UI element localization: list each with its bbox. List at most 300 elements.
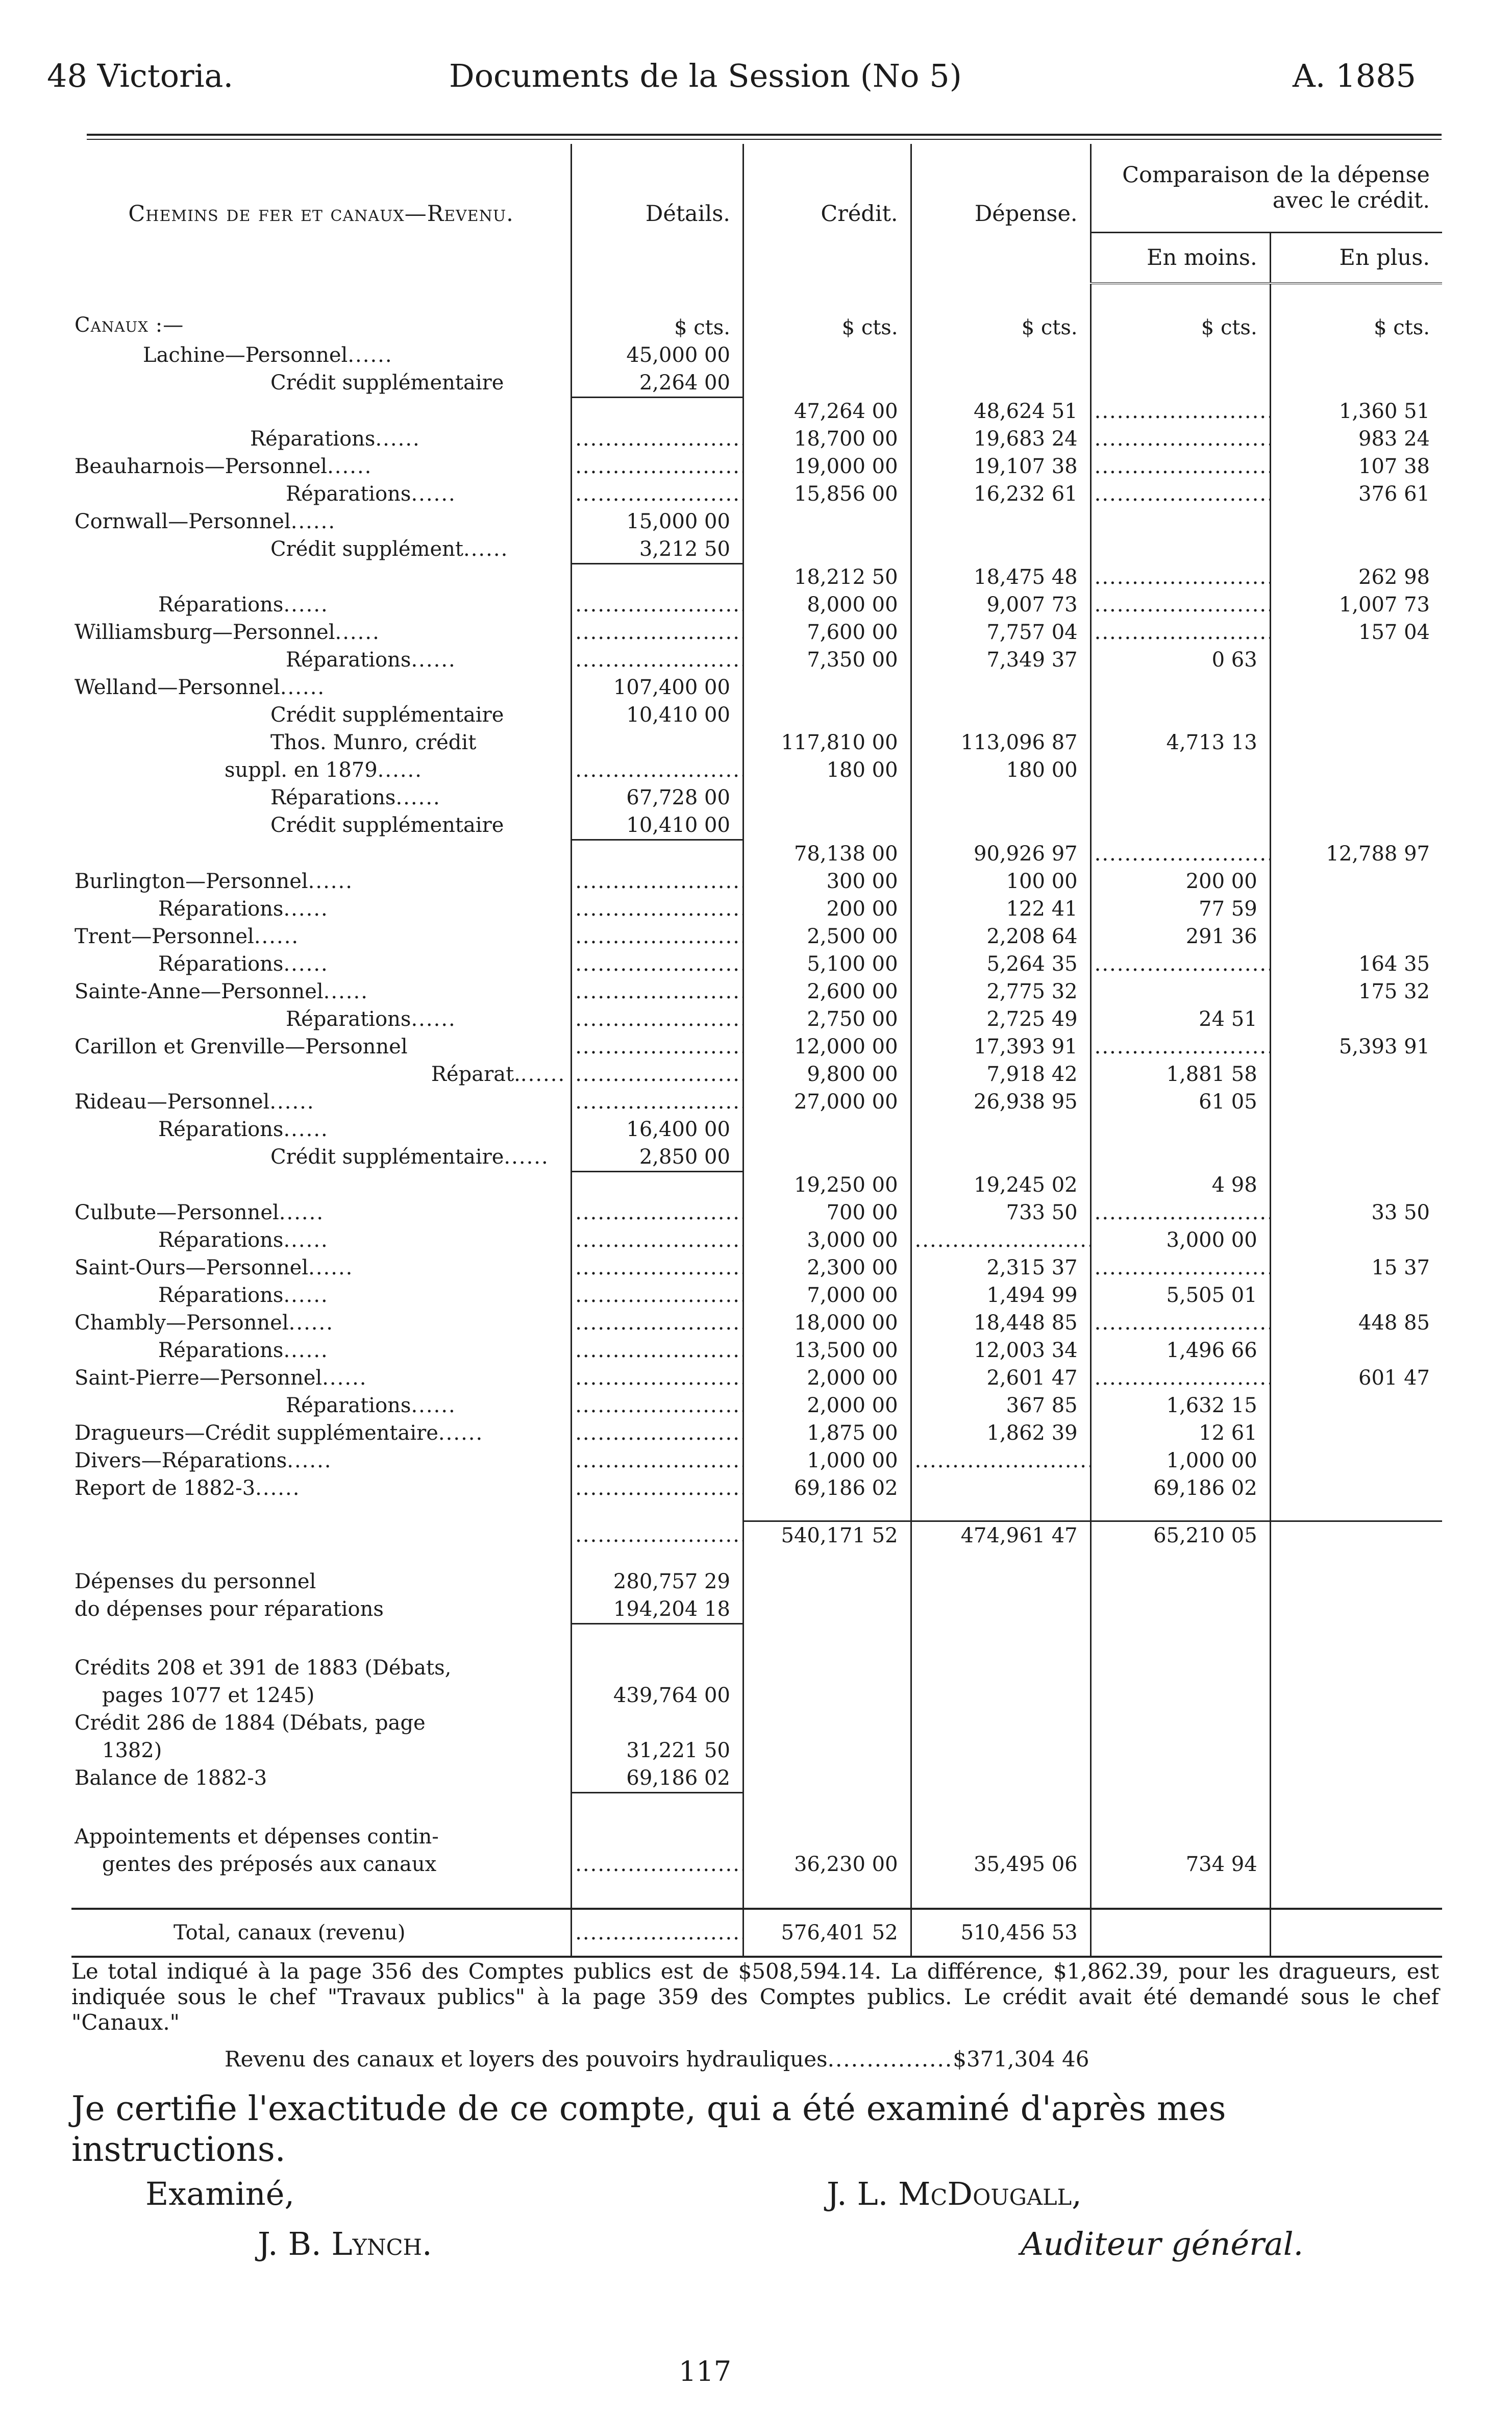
summary-reparations-label: do dépenses pour réparations	[75, 1597, 384, 1621]
row-plus: 376 61	[1270, 480, 1442, 508]
table-row	[71, 756, 1442, 784]
table-row	[71, 619, 1442, 646]
table-row	[71, 784, 1442, 811]
row-details	[572, 563, 743, 591]
row-details: 3,212 50	[572, 535, 743, 564]
table-body	[71, 341, 1442, 1502]
table-row	[71, 535, 1442, 564]
row-moins	[1090, 341, 1270, 369]
row-moins	[1090, 453, 1270, 480]
row-plus: 107 38	[1270, 453, 1442, 480]
leader-dots: ......	[463, 537, 509, 561]
row-moins: 1,632 15	[1090, 1392, 1270, 1419]
row-credit: 78,138 00	[743, 840, 911, 868]
row-depense: 1,862 39	[911, 1419, 1090, 1447]
row-plus	[1270, 923, 1442, 950]
table-row	[71, 923, 1442, 950]
row-plus	[1270, 674, 1442, 701]
row-credit: 18,700 00	[743, 425, 911, 453]
row-details	[572, 1033, 743, 1061]
row-depense: 2,725 49	[911, 1005, 1090, 1033]
row-details: 10,410 00	[572, 811, 743, 840]
row-moins: 200 00	[1090, 868, 1270, 895]
row-depense: 2,208 64	[911, 923, 1090, 950]
row-credit: 2,300 00	[743, 1254, 911, 1282]
header-rule-top	[87, 134, 1442, 136]
row-moins	[1090, 1254, 1270, 1282]
row-plus	[1270, 1061, 1442, 1088]
leader-dots: ......	[504, 1145, 549, 1169]
table-row	[71, 701, 1442, 729]
row-depense: 1,494 99	[911, 1282, 1090, 1309]
row-label: Réparations......	[286, 648, 456, 672]
table-row	[71, 1061, 1442, 1088]
row-details	[572, 1392, 743, 1419]
revenue-value: $371,304 46	[953, 2047, 1089, 2072]
table-row	[71, 950, 1442, 978]
row-plus: 983 24	[1270, 425, 1442, 453]
credits-1883-value: 439,764 00	[572, 1682, 743, 1709]
row-credit	[743, 535, 911, 564]
row-credit: 18,212 50	[743, 563, 911, 591]
examiner-name: J. B. Lynch.	[258, 2225, 432, 2262]
row-details	[572, 978, 743, 1005]
row-label: Burlington—Personnel......	[75, 869, 353, 893]
row-label: Thos. Munro, crédit	[270, 731, 477, 754]
leader-dots: ......	[377, 758, 423, 782]
row-credit	[743, 1143, 911, 1172]
table-row	[71, 453, 1442, 480]
row-depense: 2,775 32	[911, 978, 1090, 1005]
row-depense: 5,264 35	[911, 950, 1090, 978]
table-row	[71, 1474, 1442, 1502]
row-plus	[1270, 1392, 1442, 1419]
row-details: 67,728 00	[572, 784, 743, 811]
leader-dots: ......	[283, 593, 329, 617]
table-row	[71, 425, 1442, 453]
footnote: Le total indiqué à la page 356 des Comptes publics est de $508,594.14. La différence, $1,862.39, pour les dragueurs, est indiquée sous le chef "Travaux publics" à la page 359 des Comptes publics. Le crédit avait été demandé sous le chef "Canaux."	[71, 1959, 1439, 2035]
row-plus	[1270, 1088, 1442, 1116]
row-depense: 19,245 02	[911, 1171, 1090, 1199]
credit-1884-label-a: Crédit 286 de 1884 (Débats, page	[75, 1711, 426, 1735]
leader-dots: ......	[395, 786, 441, 809]
row-label: Dragueurs—Crédit supplémentaire......	[75, 1421, 484, 1445]
row-plus: 15 37	[1270, 1254, 1442, 1282]
leader-dots: ......	[308, 1256, 354, 1279]
subtotal-moins: 65,210 05	[1090, 1521, 1270, 1550]
row-credit: 2,000 00	[743, 1364, 911, 1392]
row-credit	[743, 341, 911, 369]
row-moins: 0 63	[1090, 646, 1270, 674]
table-row	[71, 1337, 1442, 1364]
row-moins	[1090, 1033, 1270, 1061]
row-moins	[1090, 674, 1270, 701]
row-label: Rideau—Personnel......	[75, 1090, 315, 1114]
row-credit: 300 00	[743, 868, 911, 895]
row-details: 45,000 00	[572, 341, 743, 369]
row-label: Report de 1882-3......	[75, 1476, 301, 1500]
table-row	[71, 563, 1442, 591]
table-row	[71, 1171, 1442, 1199]
row-depense: 733 50	[911, 1199, 1090, 1226]
row-label: Crédit supplémentaire	[270, 814, 504, 837]
row-depense	[911, 701, 1090, 729]
row-label: Crédit supplémentaire	[270, 703, 504, 727]
row-details	[572, 1088, 743, 1116]
row-depense: 48,624 51	[911, 398, 1090, 425]
leader-dots: ......	[308, 869, 353, 893]
row-depense	[911, 674, 1090, 701]
row-moins: 69,186 02	[1090, 1474, 1270, 1502]
row-label: Chambly—Personnel......	[75, 1311, 334, 1335]
row-label: Réparations......	[270, 786, 441, 809]
row-label: Williamsburg—Personnel......	[75, 621, 380, 644]
row-credit: 13,500 00	[743, 1337, 911, 1364]
summary-personnel-label: Dépenses du personnel	[75, 1570, 316, 1593]
row-details	[572, 480, 743, 508]
row-credit: 15,856 00	[743, 480, 911, 508]
row-label: Réparations......	[286, 1394, 456, 1417]
row-details	[572, 1337, 743, 1364]
row-plus: 33 50	[1270, 1199, 1442, 1226]
row-details: 107,400 00	[572, 674, 743, 701]
row-credit: 7,000 00	[743, 1282, 911, 1309]
row-details	[572, 1419, 743, 1447]
unit-moins: $ cts.	[1090, 314, 1270, 341]
row-label: Réparat.......	[431, 1062, 566, 1086]
row-depense: 90,926 97	[911, 840, 1090, 868]
table-row	[71, 811, 1442, 840]
row-details	[572, 1061, 743, 1088]
table-row	[71, 1226, 1442, 1254]
unit-details: $ cts.	[572, 314, 743, 341]
row-moins	[1090, 369, 1270, 398]
row-depense	[911, 508, 1090, 535]
credit-1884-value: 31,221 50	[572, 1737, 743, 1764]
row-details	[572, 729, 743, 756]
table-row	[71, 1447, 1442, 1474]
row-details: 16,400 00	[572, 1116, 743, 1143]
leader-dots: ......	[411, 648, 456, 672]
row-credit: 9,800 00	[743, 1061, 911, 1088]
credit-1884-label-b: 1382)	[102, 1739, 162, 1762]
row-details	[572, 1005, 743, 1033]
row-label: Beauharnois—Personnel......	[75, 454, 373, 478]
leader-dots: ......	[280, 676, 326, 699]
row-plus	[1270, 535, 1442, 564]
row-plus	[1270, 1226, 1442, 1254]
row-depense	[911, 1226, 1090, 1254]
row-details	[572, 1447, 743, 1474]
row-moins: 3,000 00	[1090, 1226, 1270, 1254]
appointements-label-b: gentes des préposés aux canaux	[102, 1853, 437, 1876]
revenue-line: Revenu des canaux et loyers des pouvoirs hydrauliques................$371,304 46	[225, 2047, 1089, 2072]
row-plus: 601 47	[1270, 1364, 1442, 1392]
total-credit: 576,401 52	[743, 1909, 911, 1957]
table-row	[71, 591, 1442, 619]
leader-dots: ......	[287, 1449, 332, 1472]
row-label: Crédit supplémentaire	[270, 371, 504, 395]
table-row	[71, 1088, 1442, 1116]
leader-dots: ......	[348, 343, 393, 367]
row-plus	[1270, 701, 1442, 729]
row-plus: 5,393 91	[1270, 1033, 1442, 1061]
leader-dots: ......	[322, 1366, 367, 1390]
row-plus	[1270, 1143, 1442, 1172]
row-plus	[1270, 868, 1442, 895]
row-moins	[1090, 1143, 1270, 1172]
table-row	[71, 1392, 1442, 1419]
row-depense: 19,683 24	[911, 425, 1090, 453]
table-row	[71, 341, 1442, 369]
row-label: Sainte-Anne—Personnel......	[75, 979, 368, 1003]
row-depense: 122 41	[911, 895, 1090, 923]
canal-revenue-table	[71, 144, 1442, 1958]
row-credit: 180 00	[743, 756, 911, 784]
table-row	[71, 1033, 1442, 1061]
row-moins	[1090, 978, 1270, 1005]
row-depense: 100 00	[911, 868, 1090, 895]
row-credit	[743, 1116, 911, 1143]
row-details	[572, 591, 743, 619]
table-row	[71, 895, 1442, 923]
table-row	[71, 1116, 1442, 1143]
row-moins	[1090, 398, 1270, 425]
row-moins	[1090, 784, 1270, 811]
row-plus: 157 04	[1270, 619, 1442, 646]
row-credit: 7,600 00	[743, 619, 911, 646]
row-depense: 18,475 48	[911, 563, 1090, 591]
row-plus	[1270, 1171, 1442, 1199]
leader-dots: ......	[283, 952, 329, 976]
leader-dots: ......	[283, 1117, 329, 1141]
row-credit: 3,000 00	[743, 1226, 911, 1254]
row-moins: 24 51	[1090, 1005, 1270, 1033]
table-row	[71, 1005, 1442, 1033]
row-plus	[1270, 646, 1442, 674]
row-plus: 164 35	[1270, 950, 1442, 978]
total-label: Total, canaux (revenu)	[71, 1909, 572, 1957]
row-credit: 117,810 00	[743, 729, 911, 756]
row-label: Culbute—Personnel......	[75, 1201, 325, 1224]
row-details	[572, 646, 743, 674]
row-details	[572, 1474, 743, 1502]
leader-dots: ......	[411, 482, 456, 506]
appointements-moins: 734 94	[1090, 1851, 1270, 1878]
certification: Je certifie l'exactitude de ce compte, qui a été examiné d'après mes instructions.	[71, 2089, 1226, 2169]
row-label: Réparations......	[158, 1339, 329, 1362]
row-credit: 5,100 00	[743, 950, 911, 978]
table-row	[71, 1143, 1442, 1172]
row-moins	[1090, 619, 1270, 646]
col-header-credit: Crédit.	[743, 144, 911, 283]
row-moins: 61 05	[1090, 1088, 1270, 1116]
subtotal-credit: 540,171 52	[743, 1521, 911, 1550]
col-header-depense: Dépense.	[911, 144, 1090, 283]
row-plus	[1270, 756, 1442, 784]
row-moins	[1090, 1116, 1270, 1143]
col-header-comparison: Comparaison de la dépense avec le crédit.	[1090, 144, 1442, 233]
row-depense	[911, 1116, 1090, 1143]
row-label: Réparations......	[158, 952, 329, 976]
row-depense	[911, 811, 1090, 840]
row-credit: 12,000 00	[743, 1033, 911, 1061]
row-details	[572, 868, 743, 895]
table-row	[71, 1199, 1442, 1226]
row-credit: 700 00	[743, 1199, 911, 1226]
row-moins: 1,000 00	[1090, 1447, 1270, 1474]
row-depense	[911, 784, 1090, 811]
table-row	[71, 398, 1442, 425]
row-depense: 7,918 42	[911, 1061, 1090, 1088]
row-moins: 1,496 66	[1090, 1337, 1270, 1364]
row-details	[572, 895, 743, 923]
row-depense: 18,448 85	[911, 1309, 1090, 1337]
balance-label: Balance de 1882-3	[75, 1766, 267, 1790]
leader-dots: ......	[279, 1201, 325, 1224]
leader-dots: ......	[520, 1062, 566, 1086]
row-moins: 5,505 01	[1090, 1282, 1270, 1309]
leader-dots: ......	[323, 979, 368, 1003]
balance-value: 69,186 02	[572, 1764, 743, 1793]
row-details	[572, 425, 743, 453]
table-row	[71, 840, 1442, 868]
row-details	[572, 1309, 743, 1337]
row-label: Carillon et Grenville—Personnel	[75, 1035, 408, 1058]
row-label: Réparations......	[158, 1228, 329, 1252]
running-head-right: A. 1885	[1293, 57, 1416, 94]
row-plus	[1270, 1474, 1442, 1502]
section-canaux: Canaux :—	[75, 313, 184, 337]
row-credit: 2,600 00	[743, 978, 911, 1005]
row-label: Réparations......	[286, 482, 456, 506]
row-details	[572, 619, 743, 646]
table-row	[71, 729, 1442, 756]
row-plus: 448 85	[1270, 1309, 1442, 1337]
running-head-left: 48 Victoria.	[47, 57, 234, 94]
row-moins: 4,713 13	[1090, 729, 1270, 756]
row-depense: 19,107 38	[911, 453, 1090, 480]
row-label: Crédit supplémentaire......	[270, 1145, 549, 1169]
auditor-title: Auditeur général.	[1021, 2225, 1304, 2262]
row-moins	[1090, 508, 1270, 535]
row-depense	[911, 1474, 1090, 1502]
row-credit: 18,000 00	[743, 1309, 911, 1337]
total-depense: 510,456 53	[911, 1909, 1090, 1957]
row-depense: 113,096 87	[911, 729, 1090, 756]
row-credit: 47,264 00	[743, 398, 911, 425]
leader-dots: ......	[327, 454, 373, 478]
row-depense	[911, 1143, 1090, 1172]
table-row	[71, 1282, 1442, 1309]
row-depense: 180 00	[911, 756, 1090, 784]
row-moins	[1090, 1364, 1270, 1392]
subtotal-depense: 474,961 47	[911, 1521, 1090, 1550]
leader-dots: ......	[411, 1394, 456, 1417]
leader-dots: ......	[255, 1476, 301, 1500]
row-plus: 1,360 51	[1270, 398, 1442, 425]
row-moins: 77 59	[1090, 895, 1270, 923]
row-depense: 7,757 04	[911, 619, 1090, 646]
row-credit: 2,000 00	[743, 1392, 911, 1419]
row-moins	[1090, 591, 1270, 619]
row-plus	[1270, 1282, 1442, 1309]
row-plus	[1270, 369, 1442, 398]
row-depense: 367 85	[911, 1392, 1090, 1419]
row-details	[572, 1226, 743, 1254]
leader-dots: ......	[290, 509, 336, 533]
row-plus	[1270, 729, 1442, 756]
row-details	[572, 950, 743, 978]
header-rule-bottom	[87, 139, 1442, 140]
table-row	[71, 674, 1442, 701]
row-depense	[911, 341, 1090, 369]
unit-plus: $ cts.	[1270, 314, 1442, 341]
row-label: suppl. en 1879......	[225, 758, 423, 782]
row-details: 2,850 00	[572, 1143, 743, 1172]
row-moins	[1090, 425, 1270, 453]
row-credit	[743, 784, 911, 811]
row-moins	[1090, 756, 1270, 784]
examined-label: Examiné,	[145, 2175, 295, 2212]
leader-dots: ......	[283, 1228, 329, 1252]
row-label	[71, 840, 572, 868]
row-label: Réparations......	[158, 1284, 329, 1307]
table-row	[71, 508, 1442, 535]
row-details	[572, 1171, 743, 1199]
row-label	[71, 398, 572, 425]
row-moins	[1090, 480, 1270, 508]
row-moins	[1090, 1309, 1270, 1337]
row-moins: 4 98	[1090, 1171, 1270, 1199]
summary-reparations-value: 194,204 18	[572, 1595, 743, 1624]
row-label: Divers—Réparations......	[75, 1449, 332, 1472]
row-plus: 12,788 97	[1270, 840, 1442, 868]
row-credit	[743, 701, 911, 729]
unit-depense: $ cts.	[911, 314, 1090, 341]
row-credit: 8,000 00	[743, 591, 911, 619]
col-header-moins: En moins.	[1090, 233, 1270, 284]
leader-dots: ......	[269, 1090, 315, 1114]
unit-credit: $ cts.	[743, 314, 911, 341]
leader-dots: ......	[254, 924, 300, 948]
appointements-label-a: Appointements et dépenses contin-	[75, 1825, 439, 1849]
row-label: Trent—Personnel......	[75, 924, 300, 948]
table-row	[71, 369, 1442, 398]
row-moins	[1090, 535, 1270, 564]
auditor-name: J. L. McDougall,	[827, 2175, 1082, 2212]
row-credit: 7,350 00	[743, 646, 911, 674]
row-credit	[743, 811, 911, 840]
table-row	[71, 1254, 1442, 1282]
row-moins: 291 36	[1090, 923, 1270, 950]
row-label: Réparations......	[158, 1117, 329, 1141]
row-depense: 16,232 61	[911, 480, 1090, 508]
leader-dots: ......	[411, 1007, 456, 1031]
col-header-plus: En plus.	[1270, 233, 1442, 284]
row-details	[572, 453, 743, 480]
row-credit: 69,186 02	[743, 1474, 911, 1502]
appointements-credit: 36,230 00	[743, 1851, 911, 1878]
table-row	[71, 868, 1442, 895]
row-credit	[743, 369, 911, 398]
page-number: 117	[679, 2355, 732, 2387]
row-plus	[1270, 1005, 1442, 1033]
leader-dots: ......	[283, 1339, 329, 1362]
col-header-main: Chemins de fer et canaux—Revenu.	[128, 201, 514, 227]
row-depense: 9,007 73	[911, 591, 1090, 619]
table-row	[71, 978, 1442, 1005]
